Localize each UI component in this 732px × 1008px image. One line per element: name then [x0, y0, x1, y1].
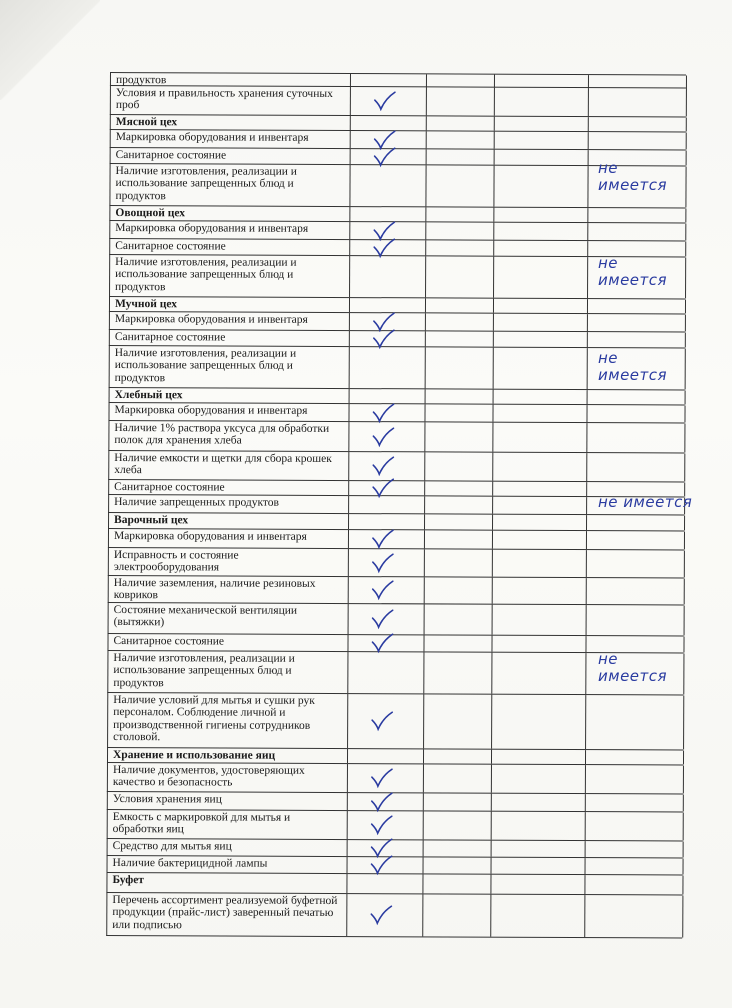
table-cell — [494, 348, 588, 389]
section-title: Хлебный цех — [110, 388, 350, 403]
criterion-label: Наличие изготовления, реализации и использование запрещенных блюд и продуктов — [110, 255, 350, 297]
table-cell — [424, 652, 492, 693]
table-cell — [351, 74, 427, 88]
table-cell — [351, 149, 427, 164]
criterion-label: Санитарное состояние — [109, 480, 349, 495]
section-title: Мучной цех — [110, 297, 350, 312]
criterion-label: Наличие изготовления, реализации и использование запрещенных блюд и продуктов — [110, 346, 350, 388]
table-cell — [494, 166, 588, 207]
table-cell — [495, 75, 589, 89]
table-cell — [494, 241, 588, 256]
table-cell — [586, 841, 684, 857]
section-title: Варочный цех — [109, 513, 349, 529]
table-cell — [349, 496, 425, 513]
table-cell — [425, 604, 493, 634]
table-cell — [588, 299, 686, 313]
criterion-label: Маркировка оборудования и инвентаря — [109, 529, 349, 548]
table-cell — [424, 749, 492, 763]
table-cell — [494, 208, 588, 222]
table-cell — [349, 422, 425, 451]
criterion-label: Наличие документов, удостоверяющих качество и безопасность — [108, 763, 348, 792]
table-cell — [493, 497, 587, 514]
criterion-label: Наличие емкости и щетки для сбора крошек хлеба — [109, 451, 349, 480]
table-cell — [492, 750, 586, 764]
table-cell — [585, 875, 683, 894]
table-cell — [426, 240, 494, 255]
table-cell — [425, 404, 493, 421]
table-cell — [493, 423, 587, 452]
table-cell — [348, 635, 424, 651]
table-cell — [423, 874, 491, 893]
table-cell — [350, 207, 426, 221]
criterion-label: Наличие бактерицидной лампы — [108, 856, 348, 873]
section-title: Мясной цех — [111, 115, 351, 130]
table-cell — [425, 549, 493, 576]
table-cell — [425, 577, 493, 603]
table-cell — [587, 423, 685, 452]
table-cell — [586, 858, 684, 874]
criterion-label: Наличие условий для мытья и сушки рук персоналом. Соблюдение личной и производственной гигиены сотрудников столовой. — [108, 693, 348, 748]
table-cell — [492, 765, 586, 793]
table-cell — [493, 531, 587, 549]
handwritten-note: не имеется — [598, 349, 668, 384]
table-row — [108, 576, 684, 606]
table-row — [108, 548, 684, 579]
folded-corner — [0, 0, 100, 100]
table-cell — [347, 874, 423, 893]
table-cell — [495, 150, 589, 165]
table-cell — [492, 794, 586, 811]
criterion-label: Маркировка оборудования и инвентаря — [110, 221, 350, 239]
criterion-label: Наличие изготовления, реализации и использование запрещенных блюд и продуктов — [110, 164, 350, 206]
criterion-label: Санитарное состояние — [110, 239, 350, 255]
table-cell — [494, 314, 588, 331]
table-cell — [492, 636, 586, 652]
table-cell — [350, 331, 426, 346]
table-cell — [588, 223, 686, 240]
section-title: Овощной цех — [110, 206, 350, 221]
table-cell — [585, 895, 683, 937]
table-cell — [426, 313, 494, 330]
table-cell — [349, 530, 425, 548]
table-cell — [427, 131, 495, 148]
table-cell — [588, 314, 686, 331]
handwritten-note: не имеется — [598, 650, 668, 685]
table-cell — [587, 531, 685, 549]
table-cell — [425, 530, 493, 548]
table-cell — [349, 549, 425, 576]
criterion-label: продуктов — [111, 73, 351, 87]
table-row — [107, 810, 683, 842]
table-cell — [426, 165, 494, 206]
criterion-label: Санитарное состояние — [108, 634, 348, 651]
table-cell — [493, 578, 587, 604]
table-cell — [493, 453, 587, 481]
table-cell — [493, 405, 587, 422]
table-cell — [425, 496, 493, 513]
table-cell — [350, 298, 426, 312]
table-cell — [348, 749, 424, 763]
table-cell — [589, 117, 687, 131]
criterion-label: Наличие запрещенных продуктов — [109, 495, 349, 513]
table-cell — [427, 87, 495, 115]
criterion-label: Маркировка оборудования и инвентаря — [109, 403, 349, 421]
table-cell — [587, 515, 685, 530]
table-cell — [350, 240, 426, 255]
table-cell — [426, 347, 494, 388]
table-cell — [426, 331, 494, 346]
table-cell — [426, 222, 494, 239]
table-row — [108, 603, 684, 637]
table-cell — [587, 550, 685, 577]
criterion-label: Условия хранения яиц — [108, 792, 348, 810]
table-cell — [348, 811, 424, 839]
criterion-label: Санитарное состояние — [111, 148, 351, 164]
table-cell — [348, 840, 424, 856]
table-cell — [427, 116, 495, 130]
table-cell — [494, 299, 588, 313]
table-cell — [426, 298, 494, 312]
table-cell — [492, 858, 586, 874]
criterion-label: Емкость с маркировкой для мытья и обработки яиц — [108, 810, 348, 839]
table-cell — [589, 88, 687, 116]
table-cell — [491, 875, 585, 894]
table-cell — [349, 514, 425, 529]
table-cell — [586, 695, 684, 749]
table-row — [110, 86, 686, 118]
handwritten-note: не имеется — [598, 159, 668, 194]
table-row — [108, 529, 684, 551]
table-row — [106, 893, 682, 939]
table-cell — [494, 223, 588, 240]
criterion-label: Исправность и состояние электрооборудования — [109, 548, 349, 576]
table-cell — [587, 453, 685, 481]
table-cell — [349, 404, 425, 421]
criterion-label: Наличие 1% раствора уксуса для обработки полок для хранения хлеба — [109, 421, 349, 451]
criterion-label: Условия и правильность хранения суточных проб — [111, 86, 351, 115]
table-row — [107, 693, 683, 751]
criterion-label: Средство для мытья яиц — [108, 839, 348, 856]
table-cell — [493, 482, 587, 496]
table-cell — [425, 452, 493, 480]
table-row — [107, 763, 683, 795]
table-cell — [589, 75, 687, 89]
table-cell — [491, 895, 585, 937]
table-cell — [586, 812, 684, 840]
table-cell — [424, 811, 492, 839]
table-cell — [588, 208, 686, 222]
criterion-label: Санитарное состояние — [110, 330, 350, 346]
table-cell — [492, 653, 586, 694]
table-row — [108, 451, 684, 483]
handwritten-note: не имеется — [598, 493, 693, 511]
table-cell — [424, 840, 492, 856]
table-cell — [350, 347, 426, 388]
table-cell — [427, 74, 495, 88]
table-cell — [494, 390, 588, 404]
table-cell — [588, 332, 686, 347]
table-cell — [348, 857, 424, 873]
table-cell — [424, 635, 492, 651]
section-title: Буфет — [107, 873, 347, 893]
table-cell — [588, 390, 686, 404]
table-cell — [351, 116, 427, 130]
table-cell — [349, 577, 425, 603]
table-cell — [425, 481, 493, 495]
table-cell — [350, 256, 426, 297]
table-cell — [349, 452, 425, 480]
table-cell — [494, 257, 588, 298]
table-cell — [492, 695, 586, 749]
table-cell — [424, 793, 492, 810]
criterion-label: Состояние механической вентиляции (вытяжки) — [109, 603, 349, 634]
table-cell — [586, 765, 684, 793]
table-cell — [348, 793, 424, 810]
table-cell — [492, 812, 586, 840]
table-cell — [425, 422, 493, 451]
table-cell — [348, 764, 424, 792]
table-cell — [347, 894, 423, 936]
table-cell — [423, 894, 491, 936]
table-cell — [349, 481, 425, 495]
table-cell — [425, 514, 493, 529]
table-cell — [587, 605, 685, 635]
table-cell — [350, 165, 426, 206]
table-cell — [426, 207, 494, 221]
table-cell — [587, 578, 685, 604]
table-cell — [495, 132, 589, 149]
table-cell — [350, 389, 426, 403]
table-cell — [351, 87, 427, 115]
table-cell — [493, 550, 587, 577]
section-title: Хранение и использование яиц — [108, 748, 348, 763]
table-cell — [495, 117, 589, 131]
table-cell — [495, 88, 589, 116]
criterion-label: Наличие заземления, наличие резиновых ковриков — [109, 576, 349, 603]
criterion-label: Перечень ассортимент реализуемой буфетной продукции (прайс-лист) заверенный печатью или подписью — [107, 893, 347, 936]
criterion-label: Маркировка оборудования и инвентаря — [110, 312, 350, 330]
criterion-label: Маркировка оборудования и инвентаря — [111, 130, 351, 148]
table-cell — [589, 132, 687, 149]
table-cell — [586, 750, 684, 764]
table-cell — [349, 604, 425, 634]
table-cell — [587, 405, 685, 422]
criterion-label: Наличие изготовления, реализации и использование запрещенных блюд и продуктов — [108, 651, 348, 693]
table-row — [108, 421, 684, 454]
handwritten-note: не имеется — [598, 254, 668, 289]
section-header-row — [106, 873, 682, 896]
table-cell — [493, 515, 587, 530]
table-cell — [348, 694, 424, 748]
table-cell — [494, 332, 588, 347]
table-cell — [348, 652, 424, 693]
table-cell — [492, 841, 586, 857]
table-cell — [493, 605, 587, 635]
table-cell — [426, 389, 494, 403]
table-cell — [424, 857, 492, 873]
table-cell — [586, 794, 684, 811]
table-cell — [426, 256, 494, 297]
table-cell — [424, 764, 492, 792]
table-cell — [424, 694, 492, 748]
table-cell — [427, 149, 495, 164]
